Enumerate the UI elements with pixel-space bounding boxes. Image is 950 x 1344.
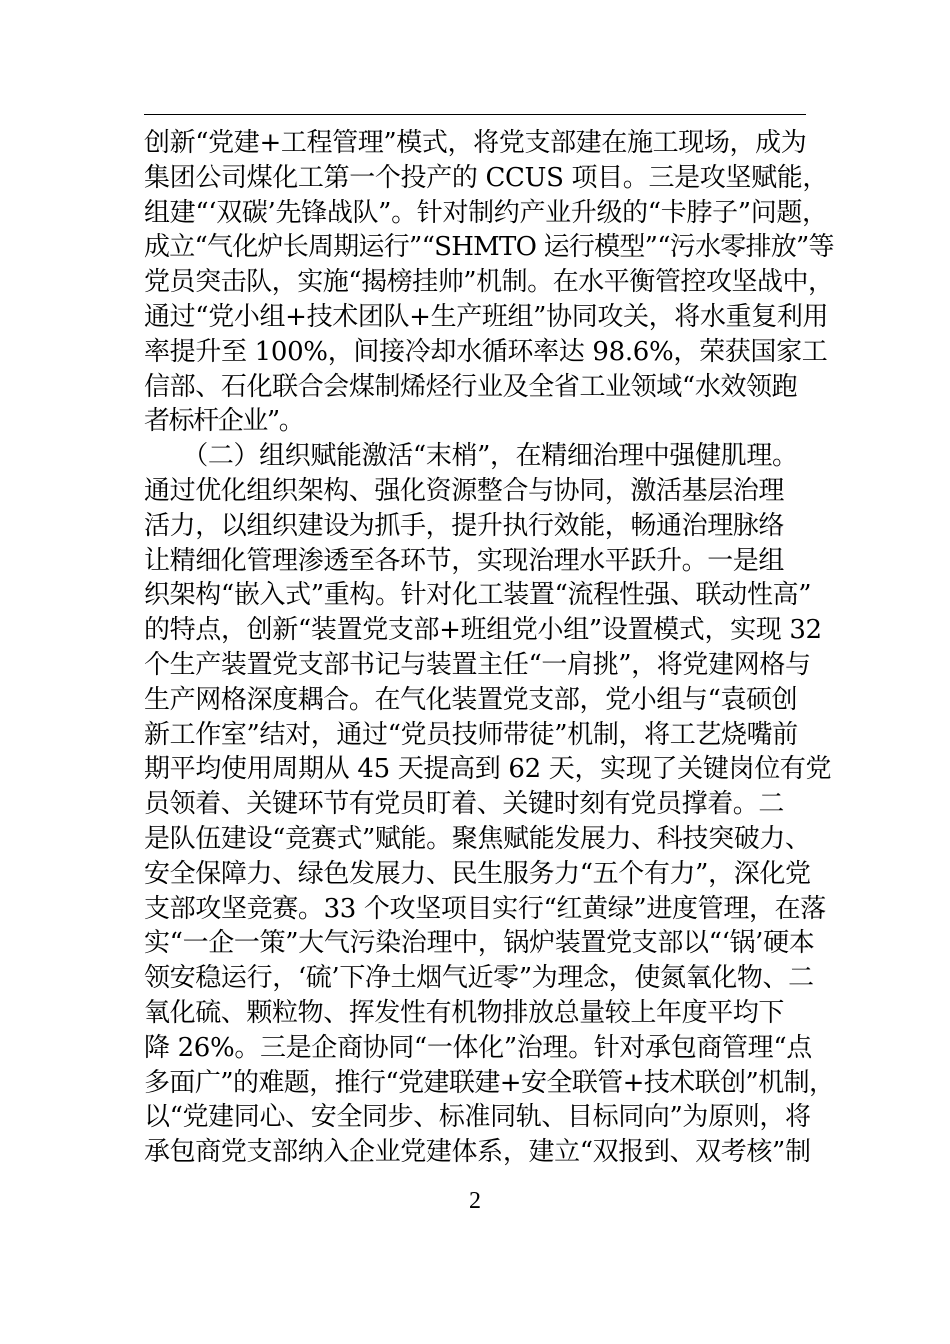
text-line-26: 氧化硫、颗粒物、挥发性有机物排放总量较上年度平均下 bbox=[144, 997, 785, 1028]
text-line-2: 集团公司煤化工第一个投产的 CCUS 项目。三是攻坚赋能， bbox=[144, 162, 829, 193]
text-line-15: 的特点，创新“装置党支部+班组党小组”设置模式，实现 32 bbox=[144, 615, 822, 646]
text-line-11: 通过优化组织架构、强化资源整合与协同，激活基层治理 bbox=[144, 475, 785, 506]
header-rule bbox=[144, 114, 806, 115]
text-line-30: 承包商党支部纳入企业党建体系，建立“双报到、双考核”制 bbox=[144, 1137, 811, 1168]
text-line-7: 率提升至 100%，间接冷却水循环率达 98.6%，荣获国家工 bbox=[144, 336, 828, 367]
text-line-14: 织架构“嵌入式”重构。针对化工装置“流程性强、联动性高” bbox=[144, 580, 812, 611]
text-line-27: 降 26%。三是企商协同“一体化”治理。针对承包商管理“点 bbox=[144, 1032, 812, 1063]
body-text bbox=[144, 126, 844, 1170]
text-line-17: 生产网格深度耦合。在气化装置党支部，党小组与“袁硕创 bbox=[144, 684, 798, 715]
text-line-25: 领安稳运行，‘硫’下净土烟气近零”为理念，使氮氧化物、二 bbox=[144, 963, 814, 994]
text-line-1: 创新“党建+工程管理”模式，将党支部建在施工现场，成为 bbox=[144, 128, 807, 158]
text-line-9: 者标杆企业”。 bbox=[144, 406, 304, 437]
text-line-8: 信部、石化联合会煤制烯烃行业及全省工业领域“水效领跑 bbox=[144, 371, 798, 402]
text-line-13: 让精细化管理渗透至各环节，实现治理水平跃升。一是组 bbox=[144, 545, 785, 576]
text-line-24: 实“一企一策”大气污染治理中，锅炉装置党支部以“‘锅’硬本 bbox=[144, 928, 815, 959]
text-line-22: 安全保障力、绿色发展力、民生服务力“五个有力”，深化党 bbox=[144, 858, 811, 889]
section-heading-2: （二）组织赋能激活“末梢”，在精细治理中强健肌理。 bbox=[144, 441, 798, 472]
text-line-4: 成立“气化炉长周期运行”“SHMTO 运行模型”“污水零排放”等 bbox=[144, 232, 834, 263]
text-line-18: 新工作室”结对，通过“党员技师带徒”机制，将工艺烧嘴前 bbox=[144, 719, 798, 750]
text-line-29: 以“党建同心、安全同步、标准同轨、目标同向”为原则，将 bbox=[144, 1102, 811, 1133]
text-line-20: 员领着、关键环节有党员盯着、关键时刻有党员撑着。二 bbox=[144, 789, 785, 820]
text-line-16: 个生产装置党支部书记与装置主任“一肩挑”，将党建网格与 bbox=[144, 649, 811, 680]
text-line-19: 期平均使用周期从 45 天提高到 62 天，实现了关键岗位有党 bbox=[144, 754, 832, 785]
text-line-28: 多面广”的难题，推行“党建联建+安全联管+技术联创”机制， bbox=[144, 1067, 835, 1098]
page-number: 2 bbox=[469, 1188, 481, 1214]
text-line-23: 支部攻坚竞赛。33 个攻坚项目实行“红黄绿”进度管理，在落 bbox=[144, 893, 826, 924]
text-line-5: 党员突击队，实施“揭榜挂帅”机制。在水平衡管控攻坚战中， bbox=[144, 267, 834, 298]
text-line-12: 活力，以组织建设为抓手，提升执行效能，畅通治理脉络 bbox=[144, 510, 785, 541]
text-line-3: 组建“‘双碳’先锋战队”。针对制约产业升级的“卡脖子”问题， bbox=[144, 197, 828, 228]
text-line-6: 通过“党小组+技术团队+生产班组”协同攻关，将水重复利用 bbox=[144, 301, 829, 332]
text-line-21: 是队伍建设“竞赛式”赋能。聚焦赋能发展力、科技突破力、 bbox=[144, 823, 811, 854]
